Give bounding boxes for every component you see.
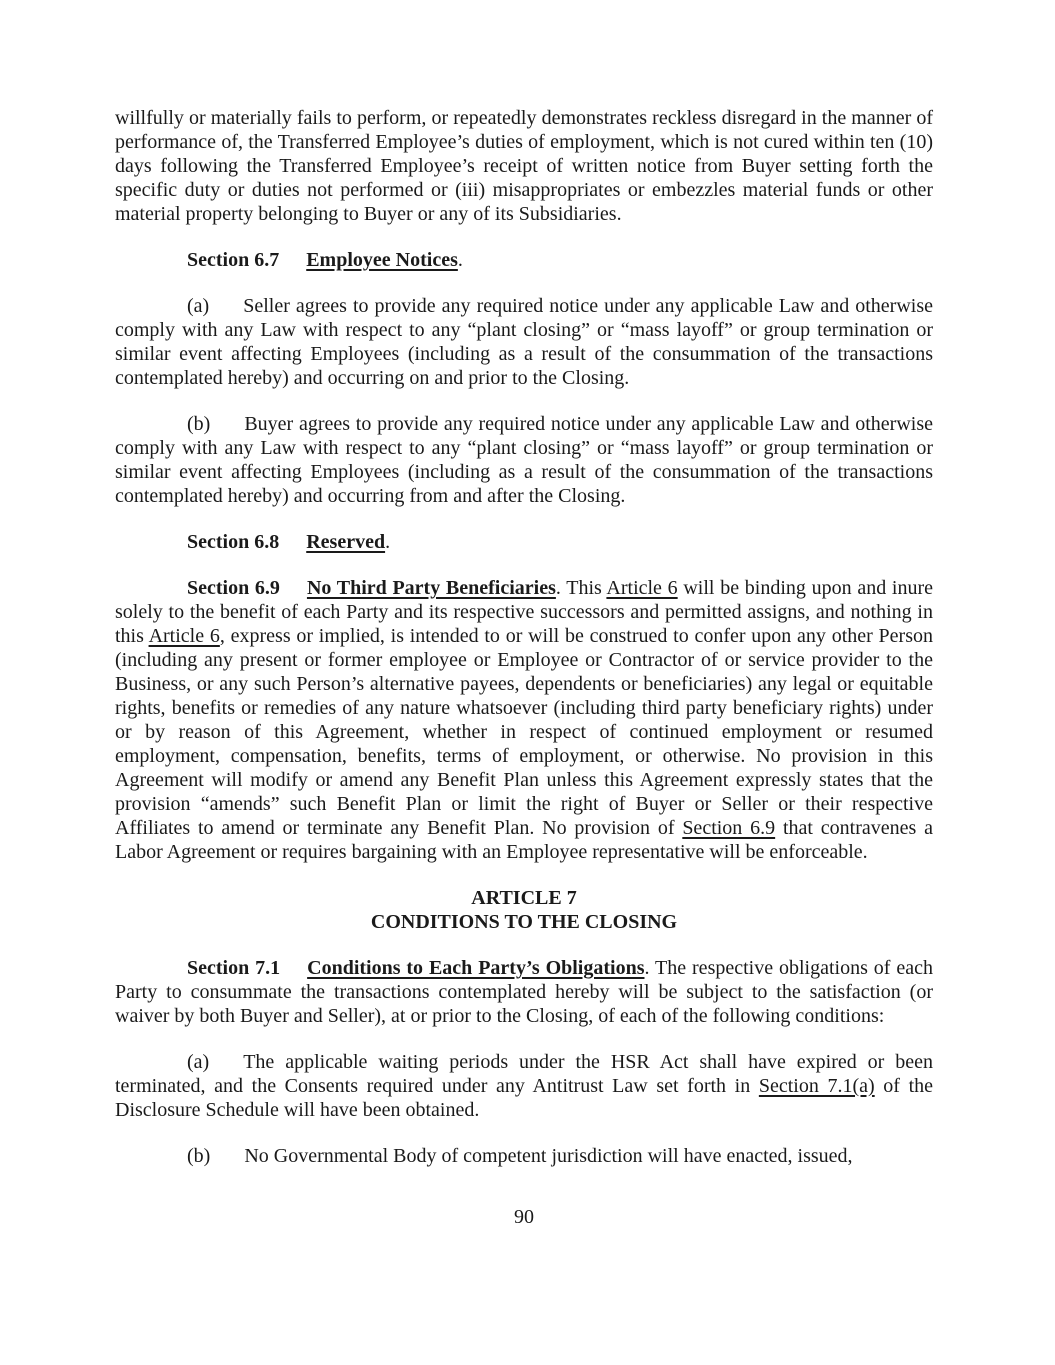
paragraph-6-7-b [115, 412, 933, 508]
section-6-7-label: Section 6.7 [187, 249, 280, 271]
text-run: willfully or materially fails to perform, or repeatedly demonstrates reckless disregard in the manner of performance of, the Transferred Employee’s duties of employment, which is not cured within ten (10) days following the Transferred Employee’s receipt of written notice from Buyer setting forth the specific duty or duties not performed or (iii) misappropriates or embezzles material funds or other material property belonging to Buyer or any of its Subsidiaries. [115, 107, 933, 225]
section-7-1-title: Conditions to Each Party’s Obligations [307, 957, 645, 979]
section-6-9-label: Section 6.9 [187, 577, 280, 599]
text-run: . [385, 531, 391, 553]
carryover-paragraph [115, 106, 933, 226]
cross-reference-section-6-9: Section 6.9 [682, 817, 776, 839]
article-7-heading [115, 886, 933, 934]
list-marker: (b) [187, 413, 211, 435]
paragraph-7-1-b [115, 1144, 933, 1168]
list-marker: (a) [187, 1051, 210, 1073]
text-run: No Governmental Body of competent jurisdiction will have enacted, issued, [244, 1145, 853, 1167]
text-run: will be binding upon and inure solely to the benefit of each Party and its respective successors and permitted assigns, and nothing in this [115, 577, 933, 647]
section-6-8-label: Section 6.8 [187, 531, 280, 553]
article-7-title: CONDITIONS TO THE CLOSING [370, 911, 678, 933]
section-6-7-heading [115, 248, 933, 272]
text-run: The applicable waiting periods under the HSR Act shall have expired or been terminated, and the Consents required under any Antitrust Law set forth in [115, 1051, 933, 1097]
text-run: Buyer agrees to provide any required notice under any applicable Law and otherwise comply with any Law with respect to any “plant closing” or “mass layoff” or group termination or similar event affecting Employees (including as a result of the consummation of the transactions contemplated hereby) and occurring from and after the Closing. [115, 413, 933, 507]
text-run: that contravenes a Labor Agreement or requires bargaining with an Employee representative will be enforceable. [115, 817, 934, 863]
list-marker: (a) [187, 295, 210, 317]
paragraph-section-6-9 [115, 576, 933, 864]
paragraph-section-7-1 [115, 956, 933, 1028]
paragraph-6-7-a [115, 294, 933, 390]
section-7-1-label: Section 7.1 [187, 957, 281, 979]
text-run: , express or implied, is intended to or will be construed to confer upon any other Person (including any present or former employee or Employee or Contractor of or service provider to the Business, or any such Person’s alternative payees, dependents or beneficiaries) any legal or equitable rights, benefits or remedies of any nature whatsoever (including third party beneficiary rights) under or by reason of this Agreement, whether in respect of continued employment or resumed employment, compensation, benefits, terms of employment, or otherwise. No provision in this Agreement will modify or amend any Benefit Plan unless this Agreement expressly states that the provision “amends” such Benefit Plan or limit the right of Buyer or Seller or their respective Affiliates to amend or terminate any Benefit Plan. No provision of [115, 625, 933, 839]
text-run: . The respective obligations of each Party to consummate the transactions contemplated hereby will be subject to the satisfaction (or waiver by both Buyer and Seller), at or prior to the Closing, of each of the following conditions: [115, 957, 933, 1027]
paragraph-7-1-a [115, 1050, 933, 1122]
section-6-8-title: Reserved [306, 531, 386, 553]
text-run: . This [555, 577, 607, 599]
cross-reference-section-7-1-a: Section 7.1(a) [758, 1075, 875, 1097]
page-number: 90 [514, 1206, 534, 1228]
text-run: of the Disclosure Schedule will have been obtained. [115, 1075, 934, 1121]
cross-reference-article-6: Article 6 [606, 577, 678, 599]
list-marker: (b) [187, 1145, 211, 1167]
text-run: . [457, 249, 463, 271]
article-7-number: ARTICLE 7 [471, 887, 577, 909]
document-body [115, 106, 933, 1190]
text-run: Seller agrees to provide any required notice under any applicable Law and otherwise comply with any Law with respect to any “plant closing” or “mass layoff” or group termination or similar event affecting Employees (including as a result of the consummation of the transactions contemplated hereby) and occurring on and prior to the Closing. [115, 295, 933, 389]
section-6-7-title: Employee Notices [306, 249, 458, 271]
cross-reference-article-6: Article 6 [148, 625, 220, 647]
section-6-8-heading [115, 530, 933, 554]
section-6-9-title: No Third Party Beneficiaries [306, 577, 556, 599]
